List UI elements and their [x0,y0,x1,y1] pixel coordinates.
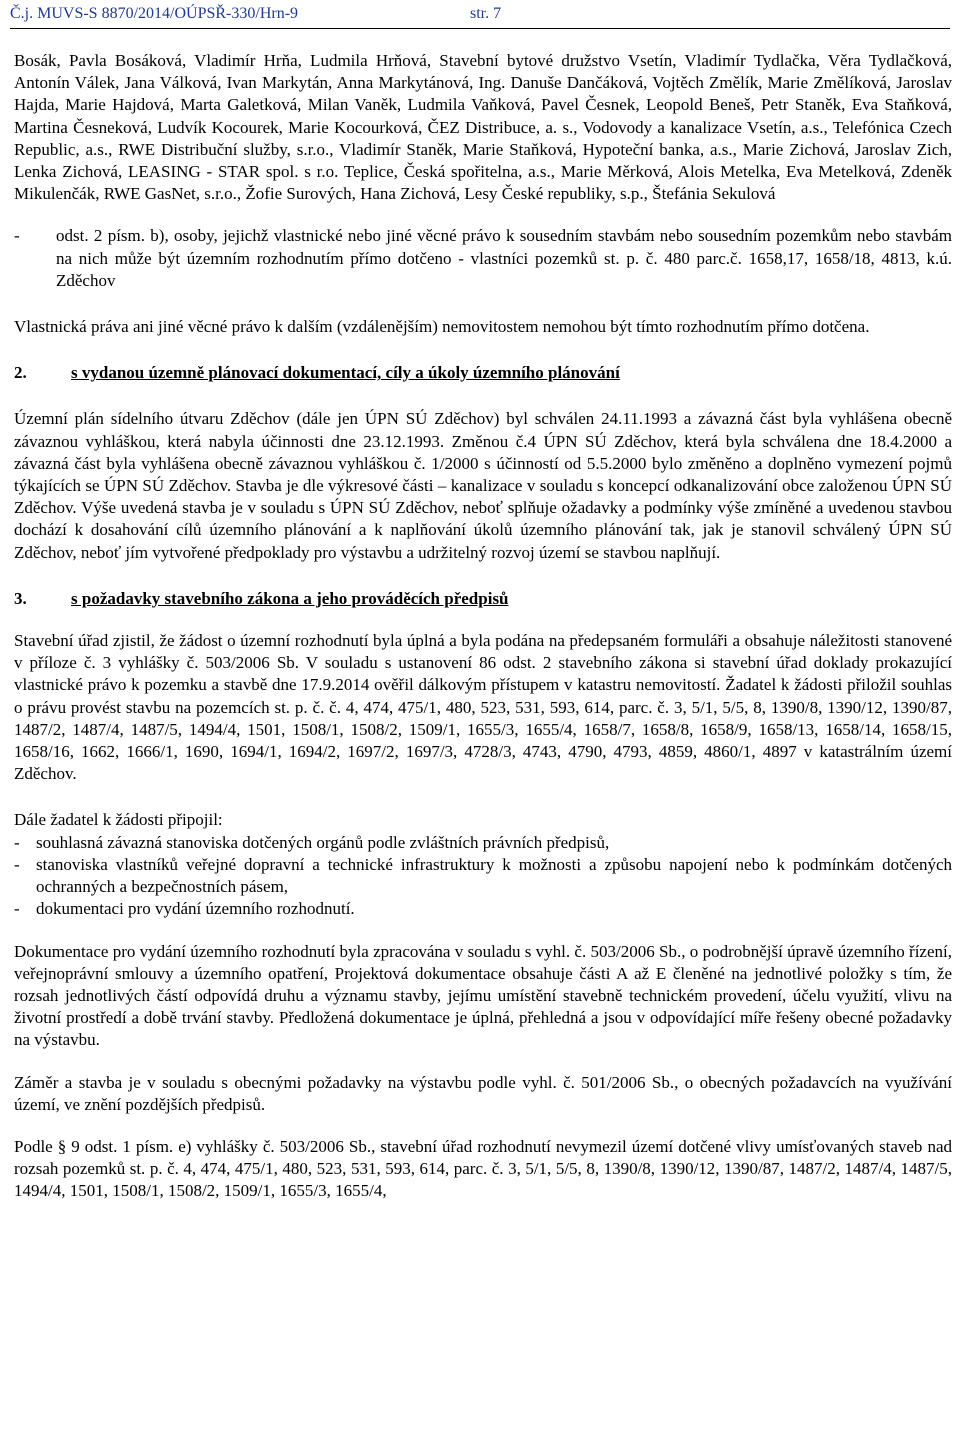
section-2-text: Územní plán sídelního útvaru Zděchov (dále jen ÚPN SÚ Zděchov) byl schválen 24.11.1993 a závazná část byla vyhlášena obecně závaznou vyhláškou, která nabyla účinnosti dne 23.12.1993. Změnou č.4 ÚPN SÚ Zděchov, která byla schválena dne 18.4.2000 a závazná část byla vyhlášena obecně závaznou vyhláškou č. 1/2000 s účinností od 5.5.2000 bylo změněno a doplněno vymezení pojmů týkajících se ÚPN SÚ Zděchov. Stavba je dle výkresové části – kanalizace v souladu s koncepcí odkanalizování obce založenou ÚPN SÚ Zděchov. Výše uvedená stavba je v souladu s ÚPN SÚ Zděchov, neboť splňuje ožadavky a podmínky výše zmíněné a uvedenou stavbou dochází k dosahování cílů územního plánování a k naplňování úkolů územního plánování tak, jak je stanovil schválený ÚPN SÚ Zděchov, neboť jím vytvořené předpoklady pro výstavbu a udržitelný rozvoj území se stavbou naplňují. [14,409,952,562]
section-2-heading [14,362,952,384]
page-number: str. 7 [470,5,502,22]
page-header [10,4,950,29]
section-3-text: Stavební úřad zjistil, že žádost o územní rozhodnutí byla úplná a byla podána na předepsaném formuláři a obsahuje náležitosti stanovené v příloze č. 3 vyhlášky č. 503/2006 Sb. V souladu s ustanovení 86 odst. 2 stavebního zákona si stavební úřad doklady prokazující vlastnické právo k pozemku a stavbě dne 17.9.2014 ověřil dálkovým přístupem v katastru nemovitostí. Žadatel k žádosti přiložil souhlas o právu provést stavbu na pozemcích st. p. č. č. 4, 474, 475/1, 480, 523, 531, 593, 614, parc. č. 3, 5/1, 5/5, 8, 1390/8, 1390/12, 1390/87, 1487/2, 1487/4, 1487/5, 1494/4, 1501, 1508/1, 1508/2, 1509/1, 1655/3, 1655/4, 1658/7, 1658/8, 1658/9, 1658/13, 1658/14, 1658/15, 1658/16, 1662, 1666/1, 1690, 1694/1, 1694/2, 1697/2, 1697/3, 4728/3, 4743, 4790, 4793, 4859, 4860/1, 4897 v katastrálním území Zděchov. [14,631,952,784]
list-dash: - [14,899,20,919]
odst-text: odst. 2 písm. b), osoby, jejichž vlastnické nebo jiné věcné právo k sousedním stavbám nebo sousedním pozemkům nebo stavbám na nich může být územním rozhodnutím přímo dotčeno - vlastníci pozemků st. p. č. 480 parc.č. 1658,17, 1658/18, 4813, k.ú. Zděchov [56,226,952,290]
list-item-text: stanoviska vlastníků veřejné dopravní a technické infrastruktury k možnosti a způsobu napojení nebo k podmínkám dotčených ochranných a bezpečnostních pásem, [36,854,952,897]
list-item [14,854,952,898]
section-2-number: 2. [14,363,27,383]
odst-dash: - [14,226,20,246]
list-dash: - [14,832,20,852]
section-3-title: s požadavky stavebního zákona a jeho prováděcích předpisů [71,588,509,608]
closing-paragraph: Podle § 9 odst. 1 písm. e) vyhlášky č. 503/2006 Sb., stavební úřad rozhodnutí nevymezil území dotčené vlivy umísťovaných staveb nad rozsah pozemků st. p. č. 4, 474, 475/1, 480, 523, 531, 593, 614, parc. č. 3, 5/1, 5/5, 8, 1390/8, 1390/12, 1390/87, 1487/2, 1487/4, 1487/5, 1494/4, 1501, 1508/1, 1508/2, 1509/1, 1655/3, 1655/4, [14,1136,952,1201]
attachments-intro: Dále žadatel k žádosti připojil: [14,810,223,830]
section-2-title: s vydanou územně plánovací dokumentací, cíly a úkoly územního plánování [71,363,620,383]
documentation-paragraph: Dokumentace pro vydání územního rozhodnutí byla zpracována v souladu s vyhl. č. 503/2006 Sb., o podrobnější úpravě územního řízení, veřejnoprávní smlouvy a územního opatření, Projektová dokumentace obsahuje části A až E členěné na jednotlivé položky s tím, že rozsah jednotlivých částí odpovídá druhu a významu stavby, jejímu umístění stavebně technickém provedení, účelu využití, vlivu na životní prostředí a době trvání stavby. Předložená dokumentace je úplná, přehledná a jsou v odpovídající míře řešeny obecné požadavky na výstavbu. [14,941,952,1050]
list-dash: - [14,854,20,874]
document-reference: Č.j. MUVS-S 8870/2014/OÚPSŘ-330/Hrn-9 [10,5,299,22]
attachments-list [14,832,952,921]
section-3-number: 3. [14,588,27,608]
owners-list-paragraph: Bosák, Pavla Bosáková, Vladimír Hrňa, Ludmila Hrňová, Stavební bytové družstvo Vsetín, Vladimír Tydlačka, Věra Tydlačková, Antonín Válek, Jana Válková, Ivan Markytán, Anna Markytánová, Ing. Danuše Dančáková, Vojtěch Změlík, Marie Změlíková, Jaroslav Hajda, Marie Hajdová, Marta Galetková, Milan Vaněk, Ludmila Vaňková, Pavel Česnek, Leopold Beneš, Petr Staněk, Eva Staňková, Martina Česneková, Ludvík Kocourek, Marie Kocourková, ČEZ Distribuce, a. s., Vodovody a kanalizace Vsetín, a.s., Telefónica Czech Republic, a.s., RWE Distribuční služby, s.r.o., Vladimír Staněk, Marie Staňková, Hypoteční banka, a.s., Marie Zichová, Jaroslav Zich, Lenka Zichová, LEASING - STAR spol. s r.o. Teplice, Česká spořitelna, a.s., Marie Měrková, Alois Metelka, Eva Metelková, Zdeněk Mikulenčák, RWE GasNet, s.r.o., Žofie Surových, Hana Zichová, Lesy České republiky, s.p., Štefánia Sekulová [14,51,952,204]
list-item-text: dokumentaci pro vydání územního rozhodnutí. [36,899,355,919]
list-item [14,832,952,854]
list-item-text: souhlasná závazná stanoviska dotčených orgánů podle zvláštních právních předpisů, [36,832,610,852]
list-item [14,898,952,920]
plan-compliance-paragraph: Záměr a stavba je v souladu s obecnými požadavky na výstavbu podle vyhl. č. 501/2006 Sb., o obecných požadavcích na využívání území, ve znění pozdějších předpisů. [14,1072,952,1114]
odst-item [14,225,952,292]
document-body [14,50,952,1203]
section-3-heading [14,588,952,610]
remote-rights-paragraph: Vlastnická práva ani jiné věcné právo k dalším (vzdálenějším) nemovitostem nemohou být tímto rozhodnutím přímo dotčena. [14,317,870,337]
